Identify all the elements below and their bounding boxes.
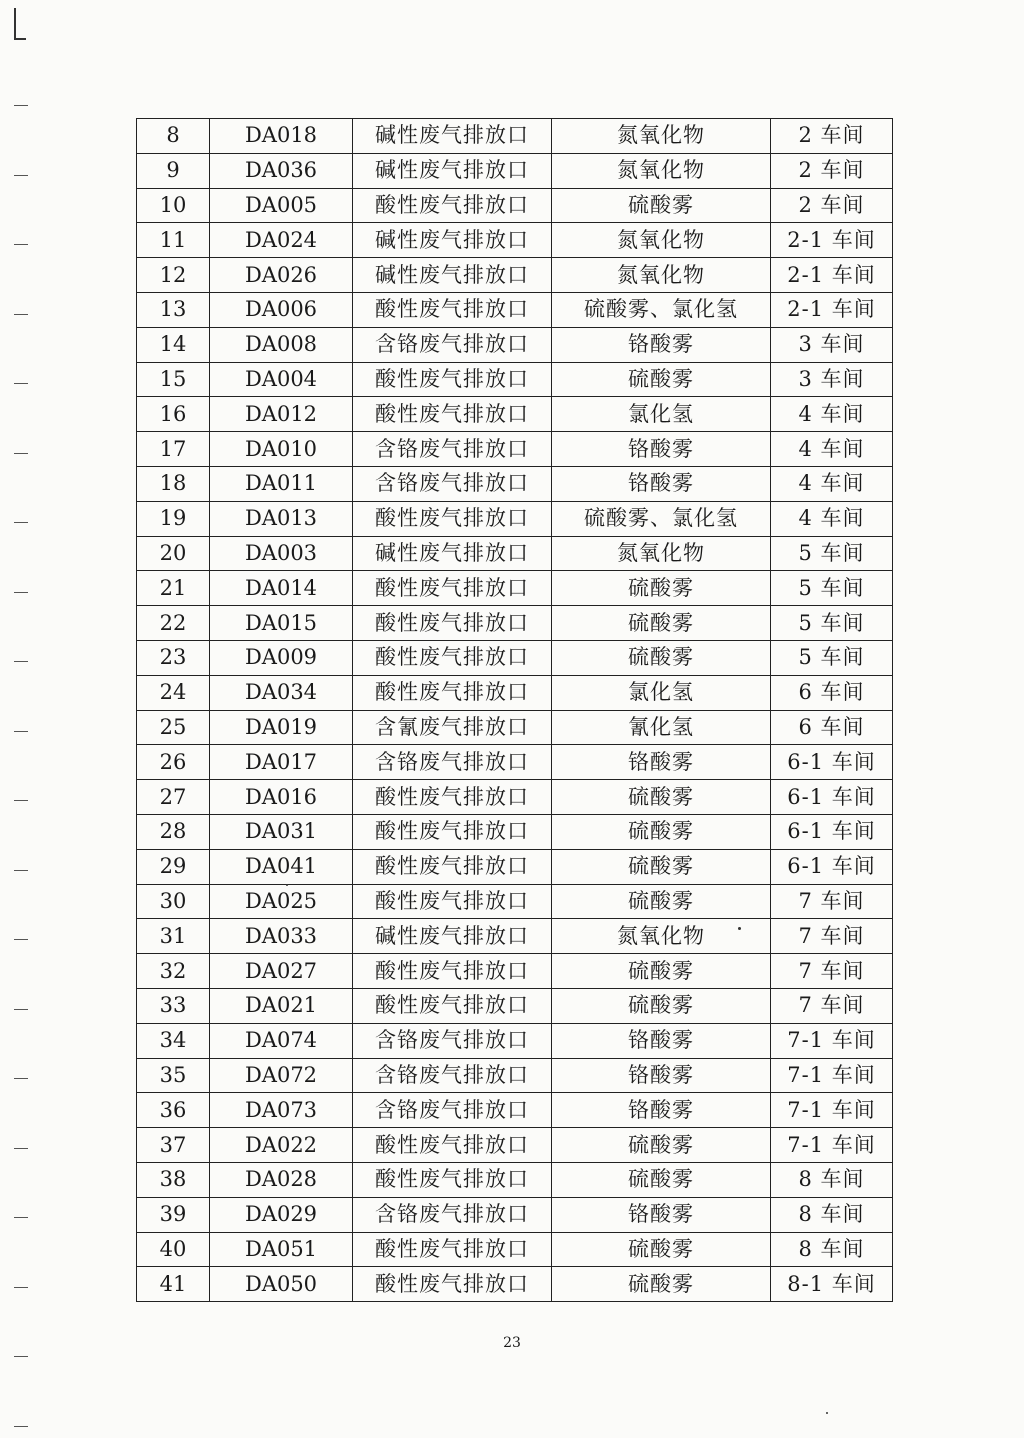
outlet-code-cell: DA008 (210, 327, 353, 362)
table-row (137, 1023, 893, 1058)
table-row (137, 432, 893, 467)
table-row (137, 327, 893, 362)
outlet-name-cell: 酸性废气排放口 (353, 1232, 552, 1267)
workshop-cell: 2 车间 (771, 119, 893, 154)
pollutant-cell: 氯化氢 (552, 397, 771, 432)
row-number-cell: 37 (137, 1128, 210, 1163)
margin-tick (14, 661, 28, 662)
row-number-cell: 18 (137, 466, 210, 501)
margin-tick (14, 1217, 28, 1218)
row-number-cell: 16 (137, 397, 210, 432)
table-row (137, 780, 893, 815)
table-row (137, 606, 893, 641)
outlet-name-cell: 酸性废气排放口 (353, 362, 552, 397)
row-number-cell: 41 (137, 1267, 210, 1302)
pollutant-cell: 铬酸雾 (552, 1058, 771, 1093)
outlet-name-cell: 含氰废气排放口 (353, 710, 552, 745)
table-row (137, 153, 893, 188)
row-number-cell: 32 (137, 954, 210, 989)
outlet-name-cell: 酸性废气排放口 (353, 675, 552, 710)
margin-tick (14, 1287, 28, 1288)
workshop-cell: 4 车间 (771, 432, 893, 467)
row-number-cell: 19 (137, 501, 210, 536)
workshop-cell: 4 车间 (771, 501, 893, 536)
outlet-code-cell: DA006 (210, 292, 353, 327)
outlet-code-cell: DA009 (210, 640, 353, 675)
outlet-name-cell: 碱性废气排放口 (353, 258, 552, 293)
table-row (137, 640, 893, 675)
outlet-name-cell: 碱性废气排放口 (353, 536, 552, 571)
outlet-name-cell: 含铬废气排放口 (353, 1197, 552, 1232)
pollutant-cell: 硫酸雾 (552, 1162, 771, 1197)
outlet-name-cell: 酸性废气排放口 (353, 640, 552, 675)
outlet-name-cell: 碱性废气排放口 (353, 153, 552, 188)
outlet-code-cell: DA033 (210, 919, 353, 954)
outlet-code-cell: DA015 (210, 606, 353, 641)
outlet-code-cell: DA073 (210, 1093, 353, 1128)
row-number-cell: 22 (137, 606, 210, 641)
pollutant-cell: 硫酸雾 (552, 640, 771, 675)
margin-tick (14, 383, 28, 384)
outlet-name-cell: 酸性废气排放口 (353, 1162, 552, 1197)
row-number-cell: 27 (137, 780, 210, 815)
margin-tick (14, 1078, 28, 1079)
outlet-name-cell: 酸性废气排放口 (353, 606, 552, 641)
scan-speck (738, 927, 741, 930)
workshop-cell: 5 车间 (771, 536, 893, 571)
outlet-name-cell: 含铬废气排放口 (353, 1023, 552, 1058)
table-body (137, 119, 893, 1302)
page-number: 23 (503, 1335, 521, 1351)
workshop-cell: 7 车间 (771, 884, 893, 919)
workshop-cell: 2 车间 (771, 188, 893, 223)
outlet-name-cell: 含铬废气排放口 (353, 327, 552, 362)
margin-tick (14, 522, 28, 523)
workshop-cell: 7-1 车间 (771, 1128, 893, 1163)
row-number-cell: 23 (137, 640, 210, 675)
margin-tick (14, 175, 28, 176)
outlet-code-cell: DA005 (210, 188, 353, 223)
outlet-code-cell: DA017 (210, 745, 353, 780)
outlet-name-cell: 酸性废气排放口 (353, 397, 552, 432)
margin-tick (14, 1426, 28, 1427)
workshop-cell: 4 车间 (771, 466, 893, 501)
table-row (137, 919, 893, 954)
margin-tick (14, 1356, 28, 1357)
outlet-name-cell: 含铬废气排放口 (353, 466, 552, 501)
row-number-cell: 8 (137, 119, 210, 154)
pollutant-cell: 硫酸雾 (552, 954, 771, 989)
outlet-code-cell: DA034 (210, 675, 353, 710)
pollutant-cell: 硫酸雾 (552, 362, 771, 397)
row-number-cell: 33 (137, 988, 210, 1023)
workshop-cell: 6-1 车间 (771, 745, 893, 780)
outlet-name-cell: 含铬废气排放口 (353, 1093, 552, 1128)
workshop-cell: 7 车间 (771, 919, 893, 954)
outlet-code-cell: DA074 (210, 1023, 353, 1058)
row-number-cell: 38 (137, 1162, 210, 1197)
outlet-code-cell: DA025 (210, 884, 353, 919)
outlet-code-cell: DA031 (210, 814, 353, 849)
table-row (137, 814, 893, 849)
table-row (137, 675, 893, 710)
outlet-name-cell: 含铬废气排放口 (353, 432, 552, 467)
table-row (137, 849, 893, 884)
workshop-cell: 5 车间 (771, 606, 893, 641)
margin-tick (14, 800, 28, 801)
outlet-code-cell: DA050 (210, 1267, 353, 1302)
workshop-cell: 6 车间 (771, 710, 893, 745)
pollutant-cell: 硫酸雾 (552, 1267, 771, 1302)
row-number-cell: 14 (137, 327, 210, 362)
workshop-cell: 8 车间 (771, 1232, 893, 1267)
workshop-cell: 6-1 车间 (771, 849, 893, 884)
outlet-code-cell: DA010 (210, 432, 353, 467)
workshop-cell: 2-1 车间 (771, 223, 893, 258)
pollutant-cell: 氮氧化物 (552, 223, 771, 258)
workshop-cell: 7 车间 (771, 954, 893, 989)
margin-tick (14, 939, 28, 940)
workshop-cell: 6-1 车间 (771, 814, 893, 849)
row-number-cell: 26 (137, 745, 210, 780)
row-number-cell: 12 (137, 258, 210, 293)
outlet-name-cell: 酸性废气排放口 (353, 780, 552, 815)
row-number-cell: 17 (137, 432, 210, 467)
pollutant-cell: 铬酸雾 (552, 1197, 771, 1232)
workshop-cell: 6 车间 (771, 675, 893, 710)
table-row (137, 1058, 893, 1093)
pollutant-cell: 硫酸雾 (552, 188, 771, 223)
outlet-name-cell: 酸性废气排放口 (353, 501, 552, 536)
outlet-code-cell: DA003 (210, 536, 353, 571)
binding-margin-marks (0, 0, 40, 1438)
pollutant-cell: 铬酸雾 (552, 1093, 771, 1128)
pollutant-cell: 硫酸雾 (552, 1232, 771, 1267)
outlet-code-cell: DA016 (210, 780, 353, 815)
margin-tick (14, 314, 28, 315)
row-number-cell: 21 (137, 571, 210, 606)
outlet-name-cell: 酸性废气排放口 (353, 849, 552, 884)
corner-mark (14, 8, 16, 38)
margin-tick (14, 1009, 28, 1010)
outlet-code-cell: DA013 (210, 501, 353, 536)
table-row (137, 884, 893, 919)
pollutant-cell: 铬酸雾 (552, 1023, 771, 1058)
pollutant-cell: 硫酸雾 (552, 988, 771, 1023)
pollutant-cell: 氰化氢 (552, 710, 771, 745)
outlet-name-cell: 酸性废气排放口 (353, 884, 552, 919)
pollutant-cell: 氮氧化物 (552, 258, 771, 293)
row-number-cell: 34 (137, 1023, 210, 1058)
outlet-code-cell: DA012 (210, 397, 353, 432)
pollutant-cell: 氯化氢 (552, 675, 771, 710)
outlet-code-cell: DA019 (210, 710, 353, 745)
outlet-code-cell: DA041 (210, 849, 353, 884)
outlet-code-cell: DA027 (210, 954, 353, 989)
table-row (137, 1093, 893, 1128)
outlet-code-cell: DA036 (210, 153, 353, 188)
workshop-cell: 8 车间 (771, 1162, 893, 1197)
row-number-cell: 36 (137, 1093, 210, 1128)
workshop-cell: 6-1 车间 (771, 780, 893, 815)
table-row (137, 188, 893, 223)
table-row (137, 223, 893, 258)
outlet-code-cell: DA029 (210, 1197, 353, 1232)
workshop-cell: 7-1 车间 (771, 1093, 893, 1128)
workshop-cell: 3 车间 (771, 327, 893, 362)
pollutant-cell: 氮氧化物 (552, 119, 771, 154)
row-number-cell: 20 (137, 536, 210, 571)
margin-tick (14, 105, 28, 106)
table-row (137, 258, 893, 293)
pollutant-cell: 铬酸雾 (552, 745, 771, 780)
corner-mark (14, 38, 26, 40)
outlet-code-cell: DA014 (210, 571, 353, 606)
outlet-name-cell: 碱性废气排放口 (353, 919, 552, 954)
workshop-cell: 4 车间 (771, 397, 893, 432)
row-number-cell: 31 (137, 919, 210, 954)
outlet-name-cell: 酸性废气排放口 (353, 814, 552, 849)
row-number-cell: 39 (137, 1197, 210, 1232)
row-number-cell: 15 (137, 362, 210, 397)
margin-tick (14, 453, 28, 454)
pollutant-cell: 氮氧化物 (552, 153, 771, 188)
table-row (137, 1232, 893, 1267)
row-number-cell: 40 (137, 1232, 210, 1267)
workshop-cell: 2-1 车间 (771, 258, 893, 293)
outlet-code-cell: DA072 (210, 1058, 353, 1093)
table-row (137, 1128, 893, 1163)
outlet-name-cell: 碱性废气排放口 (353, 119, 552, 154)
pollutant-cell: 硫酸雾、氯化氢 (552, 501, 771, 536)
outlet-name-cell: 酸性废气排放口 (353, 292, 552, 327)
table-row (137, 745, 893, 780)
outlet-name-cell: 碱性废气排放口 (353, 223, 552, 258)
workshop-cell: 8-1 车间 (771, 1267, 893, 1302)
row-number-cell: 11 (137, 223, 210, 258)
table-row (137, 1267, 893, 1302)
row-number-cell: 28 (137, 814, 210, 849)
workshop-cell: 2 车间 (771, 153, 893, 188)
workshop-cell: 2-1 车间 (771, 292, 893, 327)
outlet-code-cell: DA024 (210, 223, 353, 258)
outlet-code-cell: DA022 (210, 1128, 353, 1163)
workshop-cell: 7 车间 (771, 988, 893, 1023)
row-number-cell: 30 (137, 884, 210, 919)
table-row (137, 397, 893, 432)
table-row (137, 954, 893, 989)
outlet-name-cell: 含铬废气排放口 (353, 745, 552, 780)
margin-tick (14, 244, 28, 245)
margin-tick (14, 592, 28, 593)
workshop-cell: 7-1 车间 (771, 1058, 893, 1093)
pollutant-cell: 硫酸雾 (552, 814, 771, 849)
table-row (137, 988, 893, 1023)
row-number-cell: 10 (137, 188, 210, 223)
pollutant-cell: 硫酸雾 (552, 780, 771, 815)
outlet-name-cell: 酸性废气排放口 (353, 1128, 552, 1163)
row-number-cell: 24 (137, 675, 210, 710)
pollutant-cell: 硫酸雾 (552, 849, 771, 884)
pollutant-cell: 硫酸雾 (552, 884, 771, 919)
table-row (137, 536, 893, 571)
table-row (137, 119, 893, 154)
outlet-code-cell: DA021 (210, 988, 353, 1023)
pollutant-cell: 铬酸雾 (552, 466, 771, 501)
outlet-code-cell: DA004 (210, 362, 353, 397)
outlet-code-cell: DA028 (210, 1162, 353, 1197)
workshop-cell: 5 车间 (771, 640, 893, 675)
pollutant-cell: 氮氧化物 (552, 919, 771, 954)
table-row (137, 710, 893, 745)
workshop-cell: 8 车间 (771, 1197, 893, 1232)
margin-tick (14, 870, 28, 871)
pollutant-cell: 铬酸雾 (552, 432, 771, 467)
row-number-cell: 29 (137, 849, 210, 884)
table-row (137, 466, 893, 501)
outlet-code-cell: DA051 (210, 1232, 353, 1267)
outlet-code-cell: DA011 (210, 466, 353, 501)
table-row (137, 1162, 893, 1197)
outlet-name-cell: 酸性废气排放口 (353, 188, 552, 223)
table-row (137, 1197, 893, 1232)
outlet-name-cell: 含铬废气排放口 (353, 1058, 552, 1093)
margin-tick (14, 1148, 28, 1149)
margin-tick (14, 731, 28, 732)
pollutant-cell: 硫酸雾 (552, 571, 771, 606)
row-number-cell: 25 (137, 710, 210, 745)
pollutant-cell: 硫酸雾、氯化氢 (552, 292, 771, 327)
scan-speck (286, 884, 288, 886)
workshop-cell: 3 车间 (771, 362, 893, 397)
table-row (137, 292, 893, 327)
table-row (137, 571, 893, 606)
scan-speck (826, 1412, 828, 1414)
row-number-cell: 9 (137, 153, 210, 188)
pollutant-cell: 硫酸雾 (552, 1128, 771, 1163)
outlet-code-cell: DA018 (210, 119, 353, 154)
outlet-name-cell: 酸性废气排放口 (353, 571, 552, 606)
workshop-cell: 5 车间 (771, 571, 893, 606)
table-row (137, 501, 893, 536)
workshop-cell: 7-1 车间 (771, 1023, 893, 1058)
outlet-name-cell: 酸性废气排放口 (353, 954, 552, 989)
row-number-cell: 35 (137, 1058, 210, 1093)
pollutant-cell: 氮氧化物 (552, 536, 771, 571)
pollutant-cell: 硫酸雾 (552, 606, 771, 641)
outlet-name-cell: 酸性废气排放口 (353, 1267, 552, 1302)
emission-outlet-table (136, 118, 893, 1302)
row-number-cell: 13 (137, 292, 210, 327)
table-row (137, 362, 893, 397)
pollutant-cell: 铬酸雾 (552, 327, 771, 362)
outlet-name-cell: 酸性废气排放口 (353, 988, 552, 1023)
outlet-code-cell: DA026 (210, 258, 353, 293)
